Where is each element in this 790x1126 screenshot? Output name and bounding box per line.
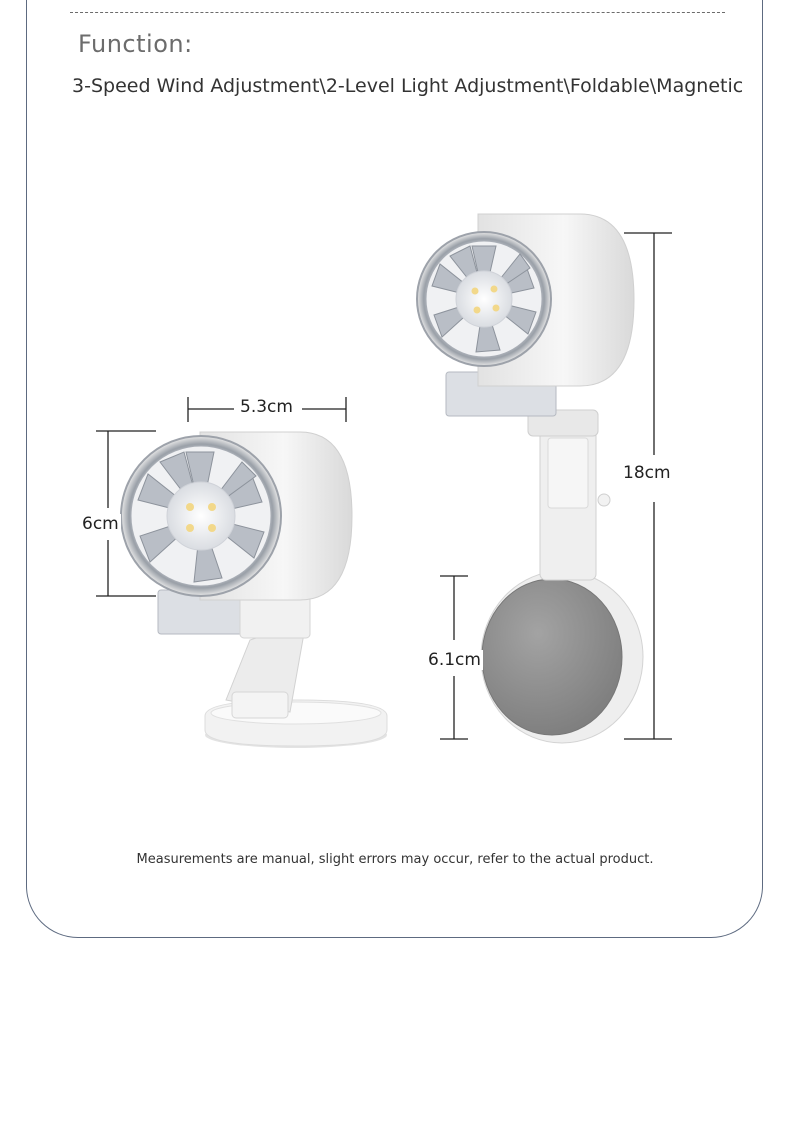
measurement-note: Measurements are manual, slight errors may occur, refer to the actual product.	[136, 852, 654, 867]
width-label: 5.3cm	[240, 397, 293, 417]
section-title: Function:	[78, 30, 193, 58]
desk-fan-product	[96, 397, 387, 748]
magnet-size-label: 6.1cm	[428, 650, 481, 670]
head-height-label: 6cm	[82, 514, 119, 534]
total-height-label: 18cm	[623, 463, 671, 483]
feature-list: 3-Speed Wind Adjustment\2-Level Light Adjustment\Foldable\Magnetic	[72, 75, 744, 97]
